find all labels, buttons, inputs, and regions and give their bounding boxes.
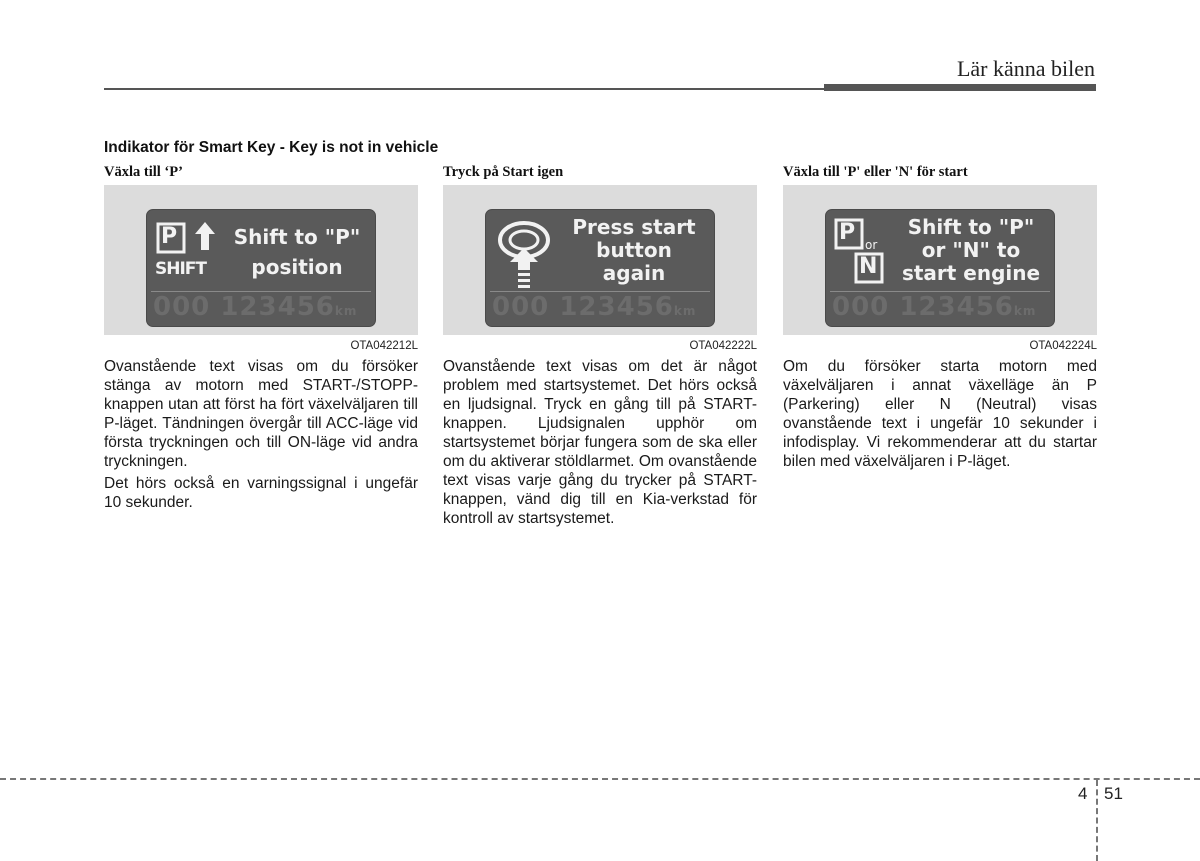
paragraph: Ovanstående text visas om det är något problem med startsystemet. Det hörs också en ljudsignal. Tryck en gång till på START-knappen. Ljudsignalen upphör om startsystemet börjar fungera som de ska eller om du aktiverar stöldlarmet. Om ovanstående text visas varje gång du trycker på START-knappen, vänd dig till en Kia-verkstad för kontroll av startsystemet. <box>443 358 757 527</box>
lcd-message-line2: button <box>596 238 672 262</box>
paragraph: Ovanstående text visas om du försöker stänga av motorn med START-/STOPP-knappen utan att först ha fört växelväljaren till P-läget. Tändningen övergår till ACC-läge vid första tryckningen och till ON-läge vid andra tryckningen. <box>104 358 418 470</box>
lcd-display <box>146 209 376 327</box>
n-icon-letter: N <box>859 254 878 279</box>
page-header-title: Lär känna bilen <box>956 56 1095 81</box>
header-rule-accent <box>824 84 1096 91</box>
display-illustration <box>443 185 757 335</box>
lcd-display <box>825 209 1055 327</box>
lcd-message-line2: position <box>251 255 343 279</box>
lcd-message-line1: Shift to "P" <box>907 215 1035 239</box>
body-text <box>783 357 1097 471</box>
body-text <box>443 357 757 528</box>
section-heading: Indikator för Smart Key - Key is not in vehicle <box>104 139 439 156</box>
footer-vertical-rule <box>1096 780 1098 861</box>
odometer-readout: 000 123456km <box>832 292 1037 322</box>
lcd-message-line1: Press start <box>572 215 696 239</box>
shift-label: SHIFT <box>155 259 207 279</box>
chapter-number: 4 <box>1078 784 1088 803</box>
column-shift-to-p <box>104 163 418 515</box>
p-icon-letter: P <box>839 220 856 245</box>
display-illustration <box>783 185 1097 335</box>
header-rule <box>104 88 824 90</box>
figure-code: OTA042222L <box>689 340 757 352</box>
paragraph: Om du försöker starta motorn med växelväljaren i annat växelläge än P (Parkering) eller N (Neutral) visas ovanstående text i ungefär 10 sekunder i infodisplay. Vi rekommenderar att du startar bilen med växelväljaren i P-läget. <box>783 358 1097 470</box>
lcd-display <box>485 209 715 327</box>
lcd-message-line2: or "N" to <box>921 238 1021 262</box>
column-heading: Tryck på Start igen <box>443 164 564 180</box>
paragraph: Det hörs också en varningssignal i ungefär 10 sekunder. <box>104 475 418 511</box>
shift-p-icon-letter: P <box>161 224 178 249</box>
figure-code: OTA042212L <box>350 340 418 352</box>
odometer-readout: 000 123456km <box>492 292 697 322</box>
figure-code: OTA042224L <box>1029 340 1097 352</box>
lcd-message-line3: again <box>602 261 666 285</box>
column-heading: Växla till ‘P’ <box>104 164 183 180</box>
page-number: 51 <box>1104 784 1123 803</box>
or-label: or <box>865 238 878 252</box>
body-text <box>104 357 418 512</box>
display-illustration <box>104 185 418 335</box>
lcd-message-line3: start engine <box>901 261 1041 285</box>
lcd-message-line1: Shift to "P" <box>233 225 361 249</box>
odometer-readout: 000 123456km <box>153 292 358 322</box>
column-press-start-again <box>443 163 757 531</box>
column-shift-to-p-or-n <box>783 163 1097 474</box>
column-heading: Växla till 'P' eller 'N' för start <box>783 164 968 180</box>
footer-dashed-rule <box>0 778 1200 780</box>
